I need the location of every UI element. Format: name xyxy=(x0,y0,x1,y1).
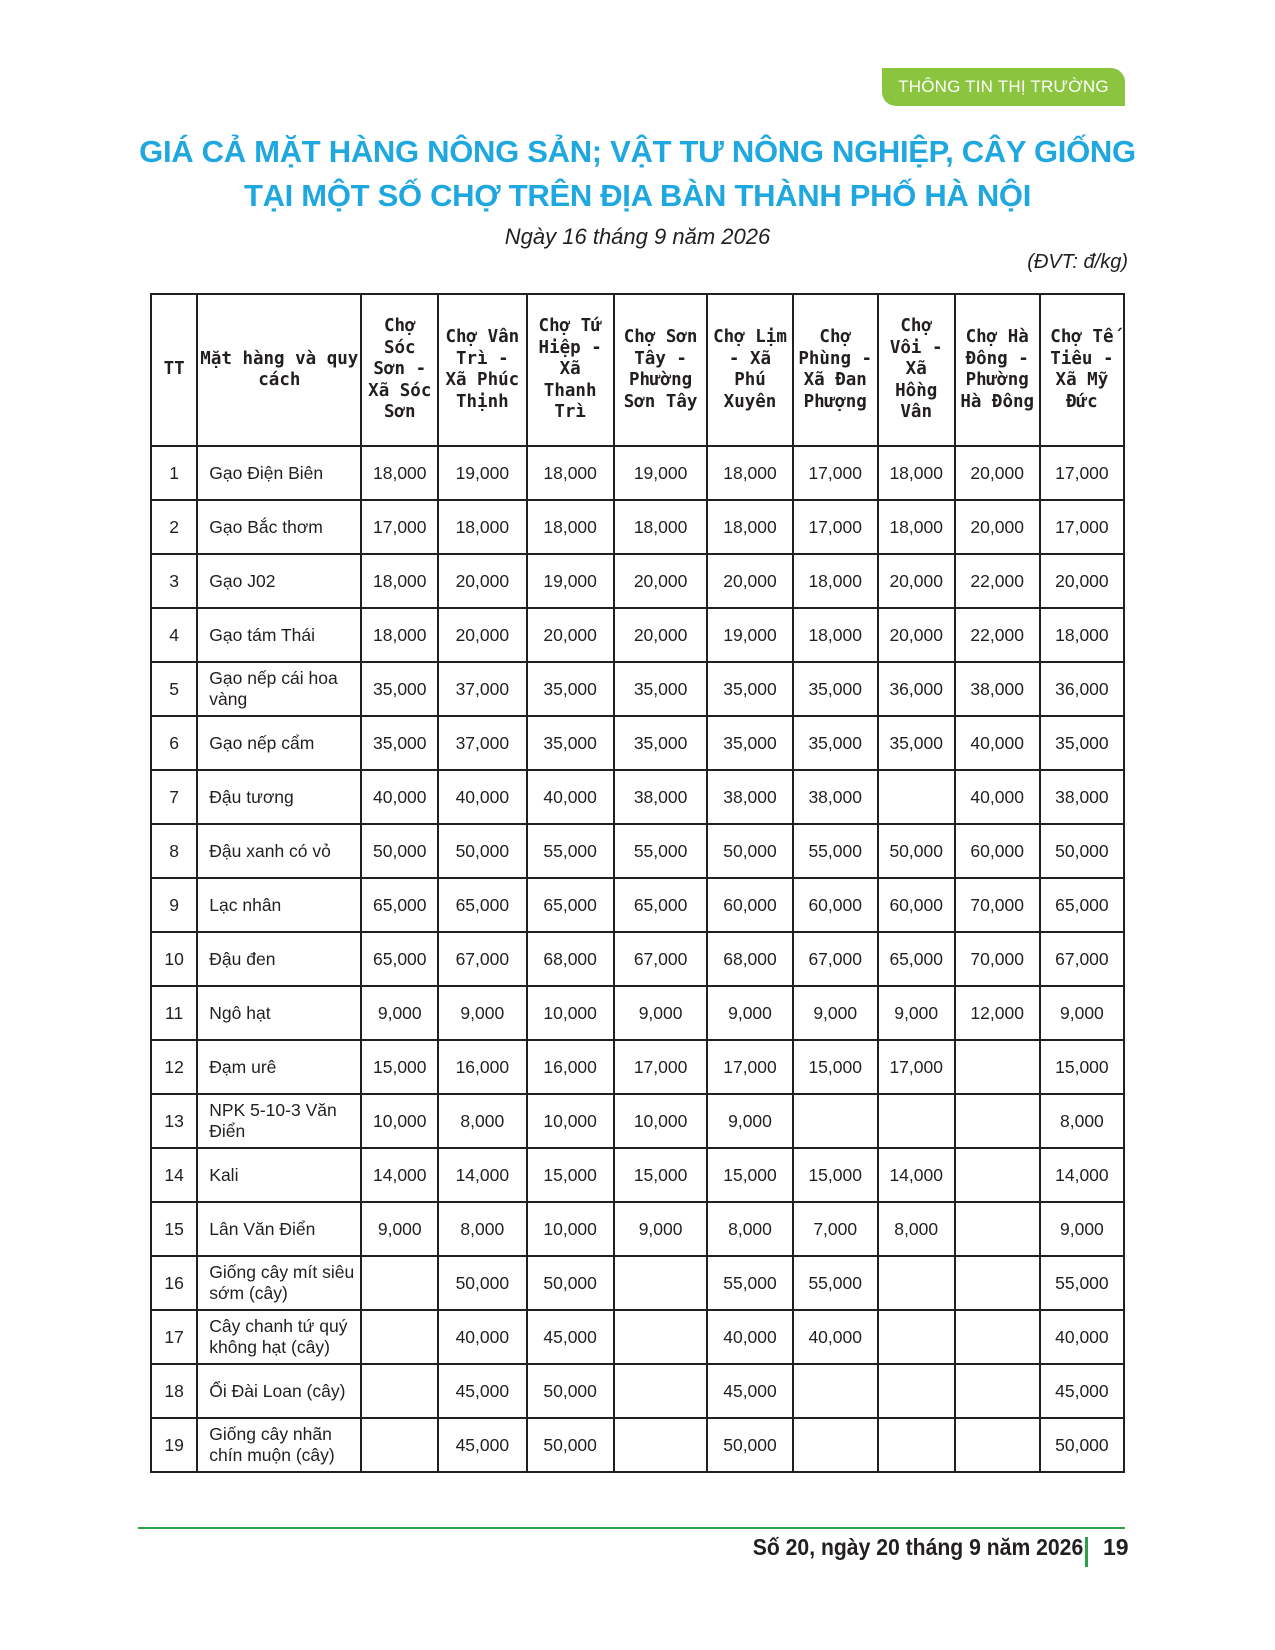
price-cell: 9,000 xyxy=(878,986,955,1040)
price-cell: 20,000 xyxy=(527,608,614,662)
price-cell xyxy=(878,1364,955,1418)
price-cell: 35,000 xyxy=(793,662,878,716)
price-cell xyxy=(955,1310,1040,1364)
price-cell: 55,000 xyxy=(1040,1256,1124,1310)
price-cell: 37,000 xyxy=(438,662,526,716)
price-cell: 55,000 xyxy=(707,1256,792,1310)
price-cell: 16,000 xyxy=(438,1040,526,1094)
price-cell: 17,000 xyxy=(361,500,438,554)
item-name: Đậu xanh có vỏ xyxy=(197,824,361,878)
item-name: Gạo J02 xyxy=(197,554,361,608)
price-cell: 45,000 xyxy=(1040,1364,1124,1418)
price-cell: 55,000 xyxy=(527,824,614,878)
price-cell: 38,000 xyxy=(614,770,708,824)
table-row xyxy=(151,716,1124,770)
price-cell: 68,000 xyxy=(527,932,614,986)
price-cell: 18,000 xyxy=(707,500,792,554)
price-cell: 55,000 xyxy=(793,824,878,878)
row-number: 13 xyxy=(151,1094,197,1148)
price-cell: 50,000 xyxy=(527,1364,614,1418)
price-cell: 55,000 xyxy=(614,824,708,878)
item-name: Gạo Bắc thơm xyxy=(197,500,361,554)
item-name: Lạc nhân xyxy=(197,878,361,932)
price-cell xyxy=(793,1364,878,1418)
price-cell: 18,000 xyxy=(707,446,792,500)
price-cell: 18,000 xyxy=(878,500,955,554)
unit-note: (ĐVT: đ/kg) xyxy=(1027,251,1128,273)
header-market: Chợ Lịm - Xã Phú Xuyên xyxy=(707,294,792,446)
price-cell: 17,000 xyxy=(878,1040,955,1094)
price-cell: 65,000 xyxy=(527,878,614,932)
row-number: 8 xyxy=(151,824,197,878)
table-row xyxy=(151,446,1124,500)
price-cell: 18,000 xyxy=(527,446,614,500)
price-cell: 10,000 xyxy=(527,986,614,1040)
price-cell: 65,000 xyxy=(1040,878,1124,932)
header-market: Chợ Sóc Sơn - Xã Sóc Sơn xyxy=(361,294,438,446)
row-number: 17 xyxy=(151,1310,197,1364)
price-cell: 36,000 xyxy=(1040,662,1124,716)
price-cell: 67,000 xyxy=(438,932,526,986)
price-cell: 9,000 xyxy=(614,1202,708,1256)
price-cell: 18,000 xyxy=(614,500,708,554)
header-market: Chợ Hà Đông - Phường Hà Đông xyxy=(955,294,1040,446)
price-cell xyxy=(955,1040,1040,1094)
price-cell: 9,000 xyxy=(614,986,708,1040)
price-cell: 18,000 xyxy=(438,500,526,554)
price-cell xyxy=(878,1310,955,1364)
table-row xyxy=(151,554,1124,608)
section-tag: THÔNG TIN THỊ TRƯỜNG xyxy=(882,68,1125,106)
price-cell: 9,000 xyxy=(707,1094,792,1148)
price-cell: 18,000 xyxy=(793,608,878,662)
price-cell: 9,000 xyxy=(361,1202,438,1256)
item-name: NPK 5-10-3 Văn Điển xyxy=(197,1094,361,1148)
price-cell: 14,000 xyxy=(438,1148,526,1202)
price-cell: 40,000 xyxy=(438,770,526,824)
table-row xyxy=(151,662,1124,716)
table-row xyxy=(151,1040,1124,1094)
price-cell: 40,000 xyxy=(955,770,1040,824)
price-cell: 19,000 xyxy=(614,446,708,500)
price-cell: 35,000 xyxy=(527,662,614,716)
price-cell xyxy=(361,1256,438,1310)
price-cell: 18,000 xyxy=(361,446,438,500)
price-cell: 19,000 xyxy=(438,446,526,500)
table-row xyxy=(151,608,1124,662)
price-cell: 9,000 xyxy=(1040,1202,1124,1256)
price-cell xyxy=(361,1310,438,1364)
item-name: Đạm urê xyxy=(197,1040,361,1094)
table-row xyxy=(151,986,1124,1040)
price-cell: 45,000 xyxy=(438,1364,526,1418)
price-cell: 8,000 xyxy=(878,1202,955,1256)
item-name: Cây chanh tứ quý không hạt (cây) xyxy=(197,1310,361,1364)
row-number: 1 xyxy=(151,446,197,500)
price-cell: 18,000 xyxy=(361,554,438,608)
price-cell: 10,000 xyxy=(527,1202,614,1256)
table-row xyxy=(151,1256,1124,1310)
price-cell: 22,000 xyxy=(955,554,1040,608)
price-cell: 60,000 xyxy=(707,878,792,932)
table-row xyxy=(151,824,1124,878)
price-cell xyxy=(878,1094,955,1148)
price-cell xyxy=(361,1364,438,1418)
footer-separator xyxy=(1085,1537,1088,1567)
price-cell: 70,000 xyxy=(955,878,1040,932)
price-cell xyxy=(614,1418,708,1472)
price-cell: 40,000 xyxy=(527,770,614,824)
price-cell: 18,000 xyxy=(878,446,955,500)
price-cell: 7,000 xyxy=(793,1202,878,1256)
price-cell: 45,000 xyxy=(438,1418,526,1472)
title-line-1: GIÁ CẢ MẶT HÀNG NÔNG SẢN; VẬT TƯ NÔNG NGHIỆP, CÂY GIỐNG xyxy=(139,134,1136,169)
price-cell: 40,000 xyxy=(438,1310,526,1364)
price-cell: 20,000 xyxy=(614,554,708,608)
item-name: Giống cây mít siêu sớm (cây) xyxy=(197,1256,361,1310)
price-cell: 35,000 xyxy=(707,662,792,716)
price-cell xyxy=(878,1256,955,1310)
price-cell xyxy=(955,1364,1040,1418)
price-cell: 20,000 xyxy=(878,554,955,608)
footer-rule xyxy=(138,1527,1125,1529)
price-cell: 17,000 xyxy=(707,1040,792,1094)
price-cell: 15,000 xyxy=(361,1040,438,1094)
row-number: 9 xyxy=(151,878,197,932)
row-number: 5 xyxy=(151,662,197,716)
price-cell: 12,000 xyxy=(955,986,1040,1040)
price-cell: 9,000 xyxy=(707,986,792,1040)
price-cell: 15,000 xyxy=(527,1148,614,1202)
price-cell: 19,000 xyxy=(527,554,614,608)
price-cell: 17,000 xyxy=(793,446,878,500)
price-cell: 50,000 xyxy=(438,1256,526,1310)
price-cell: 17,000 xyxy=(793,500,878,554)
page-number: 19 xyxy=(1103,1534,1129,1560)
price-cell: 38,000 xyxy=(955,662,1040,716)
price-cell: 67,000 xyxy=(614,932,708,986)
table-row xyxy=(151,1364,1124,1418)
price-cell xyxy=(955,1094,1040,1148)
price-cell: 38,000 xyxy=(707,770,792,824)
item-name: Gạo nếp cẩm xyxy=(197,716,361,770)
price-cell: 9,000 xyxy=(438,986,526,1040)
price-cell xyxy=(955,1418,1040,1472)
table-header-row xyxy=(151,294,1124,446)
price-cell: 22,000 xyxy=(955,608,1040,662)
report-date: Ngày 16 tháng 9 năm 2026 xyxy=(504,224,771,249)
price-cell: 20,000 xyxy=(707,554,792,608)
row-number: 6 xyxy=(151,716,197,770)
price-cell: 20,000 xyxy=(1040,554,1124,608)
table-row xyxy=(151,500,1124,554)
price-cell: 60,000 xyxy=(878,878,955,932)
price-cell: 14,000 xyxy=(361,1148,438,1202)
price-cell: 38,000 xyxy=(793,770,878,824)
price-cell: 17,000 xyxy=(1040,500,1124,554)
item-name: Lân Văn Điển xyxy=(197,1202,361,1256)
price-cell xyxy=(614,1256,708,1310)
item-name: Ổi Đài Loan (cây) xyxy=(197,1364,361,1418)
price-cell: 35,000 xyxy=(707,716,792,770)
price-cell: 20,000 xyxy=(438,554,526,608)
price-cell: 36,000 xyxy=(878,662,955,716)
table-row xyxy=(151,1202,1124,1256)
item-name: Gạo Điện Biên xyxy=(197,446,361,500)
price-cell: 55,000 xyxy=(793,1256,878,1310)
price-cell: 8,000 xyxy=(438,1094,526,1148)
row-number: 11 xyxy=(151,986,197,1040)
title-line-2: TẠI MỘT SỐ CHỢ TRÊN ĐỊA BÀN THÀNH PHỐ HÀ NỘI xyxy=(243,178,1032,213)
row-number: 14 xyxy=(151,1148,197,1202)
row-number: 16 xyxy=(151,1256,197,1310)
price-cell: 65,000 xyxy=(614,878,708,932)
price-cell xyxy=(878,1418,955,1472)
header-market: Chợ Phùng - Xã Đan Phượng xyxy=(793,294,878,446)
price-cell: 15,000 xyxy=(707,1148,792,1202)
table-row xyxy=(151,1418,1124,1472)
price-cell: 18,000 xyxy=(793,554,878,608)
row-number: 18 xyxy=(151,1364,197,1418)
item-name: Kali xyxy=(197,1148,361,1202)
price-cell: 19,000 xyxy=(707,608,792,662)
price-cell: 18,000 xyxy=(361,608,438,662)
price-cell: 50,000 xyxy=(527,1256,614,1310)
price-cell: 20,000 xyxy=(955,446,1040,500)
price-cell: 50,000 xyxy=(707,824,792,878)
price-cell: 9,000 xyxy=(361,986,438,1040)
price-cell: 60,000 xyxy=(955,824,1040,878)
header-market: Chợ Vân Trì - Xã Phúc Thịnh xyxy=(438,294,526,446)
header-item: Mặt hàng và quy cách xyxy=(197,294,361,446)
price-cell: 9,000 xyxy=(1040,986,1124,1040)
table-body xyxy=(151,446,1124,1472)
item-name: Gạo nếp cái hoa vàng xyxy=(197,662,361,716)
row-number: 3 xyxy=(151,554,197,608)
price-cell: 35,000 xyxy=(614,662,708,716)
table-row xyxy=(151,878,1124,932)
price-cell: 50,000 xyxy=(1040,824,1124,878)
price-cell: 20,000 xyxy=(878,608,955,662)
price-cell: 60,000 xyxy=(793,878,878,932)
price-table xyxy=(150,293,1125,1473)
price-cell: 40,000 xyxy=(793,1310,878,1364)
price-cell: 65,000 xyxy=(361,932,438,986)
header-market: Chợ Vôi - Xã Hồng Vân xyxy=(878,294,955,446)
header-tt: TT xyxy=(151,294,197,446)
price-cell: 18,000 xyxy=(1040,608,1124,662)
price-cell: 15,000 xyxy=(793,1148,878,1202)
price-cell: 50,000 xyxy=(527,1418,614,1472)
row-number: 7 xyxy=(151,770,197,824)
price-cell: 35,000 xyxy=(1040,716,1124,770)
row-number: 15 xyxy=(151,1202,197,1256)
price-cell: 65,000 xyxy=(438,878,526,932)
price-cell: 10,000 xyxy=(614,1094,708,1148)
price-cell xyxy=(955,1148,1040,1202)
price-cell: 40,000 xyxy=(1040,1310,1124,1364)
price-cell: 18,000 xyxy=(527,500,614,554)
price-cell: 68,000 xyxy=(707,932,792,986)
price-cell: 70,000 xyxy=(955,932,1040,986)
price-cell: 50,000 xyxy=(878,824,955,878)
price-cell: 17,000 xyxy=(614,1040,708,1094)
table-row xyxy=(151,1310,1124,1364)
price-cell: 45,000 xyxy=(527,1310,614,1364)
price-cell: 8,000 xyxy=(1040,1094,1124,1148)
table-row xyxy=(151,1094,1124,1148)
price-cell xyxy=(955,1202,1040,1256)
price-cell: 35,000 xyxy=(878,716,955,770)
price-cell: 65,000 xyxy=(878,932,955,986)
row-number: 4 xyxy=(151,608,197,662)
price-cell xyxy=(614,1310,708,1364)
price-cell: 35,000 xyxy=(361,716,438,770)
price-cell: 16,000 xyxy=(527,1040,614,1094)
price-cell: 45,000 xyxy=(707,1364,792,1418)
item-name: Giống cây nhãn chín muộn (cây) xyxy=(197,1418,361,1472)
price-cell: 50,000 xyxy=(707,1418,792,1472)
price-cell xyxy=(361,1418,438,1472)
footer-issue: Số 20, ngày 20 tháng 9 năm 2026 xyxy=(752,1534,1083,1560)
price-cell xyxy=(878,770,955,824)
item-name: Đậu tương xyxy=(197,770,361,824)
price-cell: 9,000 xyxy=(793,986,878,1040)
price-cell: 40,000 xyxy=(955,716,1040,770)
header-market: Chợ Sơn Tây - Phường Sơn Tây xyxy=(614,294,708,446)
price-cell: 37,000 xyxy=(438,716,526,770)
price-cell: 14,000 xyxy=(1040,1148,1124,1202)
row-number: 10 xyxy=(151,932,197,986)
price-cell: 15,000 xyxy=(614,1148,708,1202)
price-cell xyxy=(955,1256,1040,1310)
price-cell: 35,000 xyxy=(614,716,708,770)
price-cell: 50,000 xyxy=(438,824,526,878)
page-title xyxy=(0,130,1275,218)
item-name: Đậu đen xyxy=(197,932,361,986)
price-cell: 17,000 xyxy=(1040,446,1124,500)
price-cell: 20,000 xyxy=(438,608,526,662)
price-cell: 10,000 xyxy=(361,1094,438,1148)
price-cell: 67,000 xyxy=(793,932,878,986)
table-row xyxy=(151,932,1124,986)
table-row xyxy=(151,770,1124,824)
price-cell: 15,000 xyxy=(793,1040,878,1094)
price-cell: 35,000 xyxy=(793,716,878,770)
price-cell: 35,000 xyxy=(361,662,438,716)
price-cell: 65,000 xyxy=(361,878,438,932)
table-row xyxy=(151,1148,1124,1202)
price-cell: 8,000 xyxy=(438,1202,526,1256)
price-cell: 40,000 xyxy=(361,770,438,824)
price-cell: 20,000 xyxy=(955,500,1040,554)
row-number: 12 xyxy=(151,1040,197,1094)
price-cell: 38,000 xyxy=(1040,770,1124,824)
price-cell xyxy=(793,1418,878,1472)
price-cell: 35,000 xyxy=(527,716,614,770)
price-cell: 15,000 xyxy=(1040,1040,1124,1094)
price-cell: 50,000 xyxy=(361,824,438,878)
row-number: 19 xyxy=(151,1418,197,1472)
price-cell: 10,000 xyxy=(527,1094,614,1148)
price-cell xyxy=(793,1094,878,1148)
item-name: Ngô hạt xyxy=(197,986,361,1040)
price-cell: 50,000 xyxy=(1040,1418,1124,1472)
price-cell: 40,000 xyxy=(707,1310,792,1364)
price-cell: 14,000 xyxy=(878,1148,955,1202)
row-number: 2 xyxy=(151,500,197,554)
price-cell: 8,000 xyxy=(707,1202,792,1256)
price-cell xyxy=(614,1364,708,1418)
header-market: Chợ Tế Tiêu - Xã Mỹ Đức xyxy=(1040,294,1124,446)
item-name: Gạo tám Thái xyxy=(197,608,361,662)
price-cell: 67,000 xyxy=(1040,932,1124,986)
price-cell: 20,000 xyxy=(614,608,708,662)
header-market: Chợ Tứ Hiệp - Xã Thanh Trì xyxy=(527,294,614,446)
